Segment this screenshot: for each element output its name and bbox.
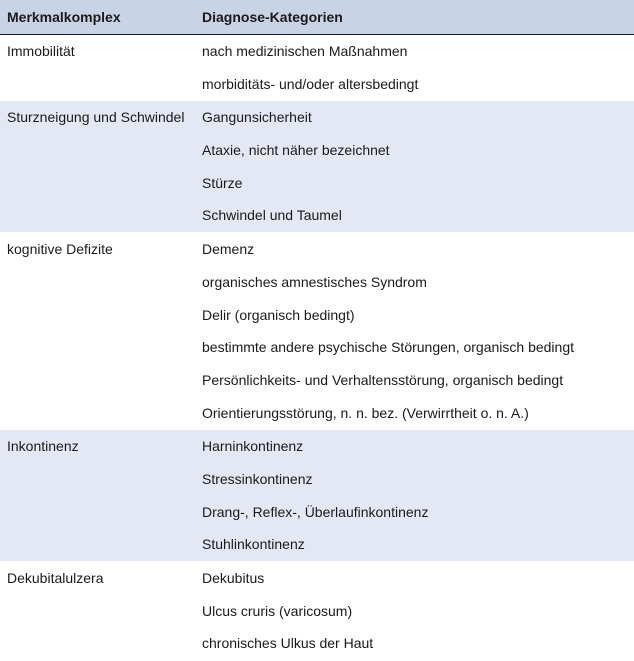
diagnosis-item: nach medizinischen Maßnahmen	[202, 43, 408, 59]
table-body	[0, 35, 634, 661]
header-diagnose-kategorien: Diagnose-Kategorien	[202, 9, 343, 25]
diagnosis-item: chronisches Ulkus der Haut	[202, 635, 374, 652]
diagnosis-item: Schwindel und Taumel	[202, 207, 342, 224]
group-label: Inkontinenz	[7, 438, 79, 455]
group-items	[202, 233, 634, 429]
group-label: kognitive Defizite	[7, 241, 113, 258]
group-items	[202, 101, 634, 232]
diagnosis-item: bestimmte andere psychische Störungen, organisch bedingt	[202, 339, 574, 356]
diagnosis-item: organisches amnestisches Syndrom	[202, 273, 427, 290]
diagnosis-item: Dekubitus	[202, 570, 265, 586]
diagnosis-item: Delir (organisch bedingt)	[202, 306, 355, 323]
diagnosis-item: Stressinkontinenz	[202, 470, 313, 487]
diagnosis-item: Stuhlinkontinenz	[202, 536, 305, 553]
group-label: Immobilität	[7, 43, 75, 59]
group-label: Sturzneigung und Schwindel	[7, 109, 185, 126]
diagnosis-item: Orientierungsstörung, n. n. bez. (Verwirrtheit o. n. A.)	[202, 404, 529, 421]
diagnosis-item: Ulcus cruris (varicosum)	[202, 602, 353, 619]
group-items	[202, 562, 634, 660]
group-items	[202, 35, 634, 100]
diagnosis-item: Demenz	[202, 241, 255, 258]
diagnosis-item: Persönlichkeits- und Verhaltensstörung, organisch bedingt	[202, 371, 564, 388]
group-label: Dekubitalulzera	[7, 570, 104, 586]
diagnosis-item: Gangunsicherheit	[202, 109, 312, 126]
diagnosis-item: Drang-, Reflex-, Überlaufinkontinenz	[202, 503, 429, 520]
table-header	[0, 0, 634, 35]
table-group	[0, 430, 634, 562]
table-group	[0, 35, 634, 101]
table-group	[0, 562, 634, 661]
group-items	[202, 430, 634, 561]
table-group	[0, 233, 634, 430]
diagnosis-item: morbiditäts- und/oder altersbedingt	[202, 75, 419, 92]
diagnosis-item: Harninkontinenz	[202, 438, 304, 455]
diagnosis-item: Stürze	[202, 174, 243, 191]
table-group	[0, 101, 634, 233]
diagnosis-item: Ataxie, nicht näher bezeichnet	[202, 142, 390, 159]
header-merkmalkomplex: Merkmalkomplex	[7, 9, 121, 25]
